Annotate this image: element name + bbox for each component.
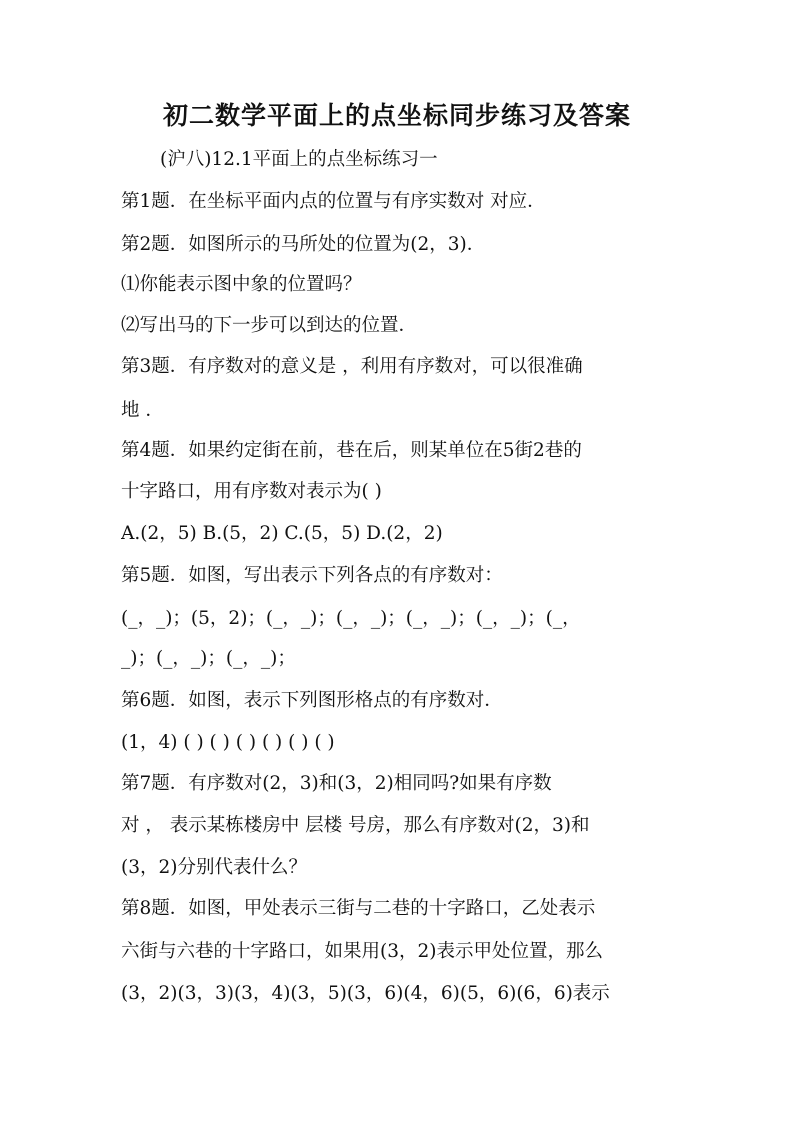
question-2: 第2题．如图所示的马所处的位置为(2，3)． xyxy=(121,234,486,255)
question-4-options: A.(2，5) B.(5，2) C.(5，5) D.(2，2) xyxy=(121,523,443,544)
question-5: 第5题．如图，写出表示下列各点的有序数对： xyxy=(121,565,503,586)
question-4: 第4题．如果约定街在前，巷在后，则某单位在5街2巷的 xyxy=(121,440,582,461)
question-6: 第6题．如图，表示下列图形格点的有序数对． xyxy=(121,690,503,711)
question-3-continued: 地 ． xyxy=(121,400,164,421)
question-7-continued-2: (3，2)分别代表什么？ xyxy=(121,857,307,878)
question-5-blanks-continued: _)；(_，_)；(_，_)； xyxy=(121,648,296,669)
question-1: 第1题．在坐标平面内点的位置与有序实数对 对应． xyxy=(121,191,546,212)
question-5-blanks: (_，_)；(5，2)；(_，_)；(_，_)；(_，_)；(_，_)；(_， xyxy=(121,608,581,629)
question-7-continued: 对 ， 表示某栋楼房中 层楼 号房，那么有序数对(2，3)和 xyxy=(121,815,590,836)
question-6-blanks: (1，4) ( ) ( ) ( ) ( ) ( ) ( ) xyxy=(121,732,335,753)
question-8-continued: 六街与六巷的十字路口，如果用(3，2)表示甲处位置，那么 xyxy=(121,941,603,962)
question-2-part-1: ⑴你能表示图中象的位置吗？ xyxy=(121,274,362,295)
document-title: 初二数学平面上的点坐标同步练习及答案 xyxy=(162,101,631,130)
question-7: 第7题．有序数对(2，3)和(3，2)相同吗?如果有序数 xyxy=(121,773,552,794)
question-4-continued: 十字路口，用有序数对表示为( ) xyxy=(121,481,382,502)
question-8-continued-2: (3，2)(3，3)(3，4)(3，5)(3，6)(4，6)(5，6)(6，6)表示 xyxy=(121,983,610,1004)
question-8: 第8题．如图，甲处表示三街与二巷的十字路口，乙处表示 xyxy=(121,898,596,919)
question-3: 第3题．有序数对的意义是 ，利用有序数对，可以很准确 xyxy=(121,356,583,377)
question-2-part-2: ⑵写出马的下一步可以到达的位置． xyxy=(121,315,418,336)
section-subtitle: (沪八)12.1平面上的点坐标练习一 xyxy=(160,149,438,170)
